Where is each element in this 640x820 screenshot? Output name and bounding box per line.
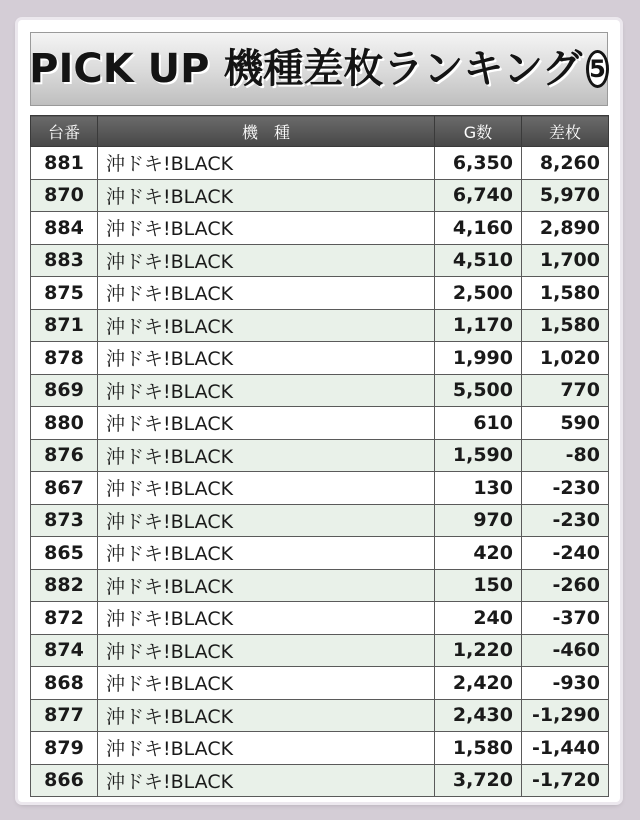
table-row xyxy=(31,439,609,472)
unit-number-cell: 872 xyxy=(31,602,98,635)
unit-number-cell: 879 xyxy=(31,732,98,765)
header-games: G数 xyxy=(435,116,522,147)
games-cell: 2,420 xyxy=(435,667,522,700)
table-row xyxy=(31,179,609,212)
unit-number-cell: 877 xyxy=(31,699,98,732)
model-name-cell: 沖ドキ!BLACK xyxy=(98,244,435,277)
difference-cell: -1,290 xyxy=(522,699,609,732)
model-name-cell: 沖ドキ!BLACK xyxy=(98,764,435,797)
table-row xyxy=(31,667,609,700)
unit-number-cell: 869 xyxy=(31,374,98,407)
header-model: 機 種 xyxy=(98,116,435,147)
table-row xyxy=(31,374,609,407)
unit-number-cell: 870 xyxy=(31,179,98,212)
model-name-cell: 沖ドキ!BLACK xyxy=(98,699,435,732)
difference-cell: 590 xyxy=(522,407,609,440)
unit-number-cell: 865 xyxy=(31,537,98,570)
table-row xyxy=(31,699,609,732)
table-row xyxy=(31,342,609,375)
table-row xyxy=(31,634,609,667)
games-cell: 1,590 xyxy=(435,439,522,472)
table-header-row xyxy=(31,116,609,147)
model-name-cell: 沖ドキ!BLACK xyxy=(98,634,435,667)
model-name-cell: 沖ドキ!BLACK xyxy=(98,732,435,765)
games-cell: 4,510 xyxy=(435,244,522,277)
games-cell: 150 xyxy=(435,569,522,602)
games-cell: 970 xyxy=(435,504,522,537)
games-cell: 610 xyxy=(435,407,522,440)
games-cell: 1,220 xyxy=(435,634,522,667)
unit-number-cell: 882 xyxy=(31,569,98,602)
unit-number-cell: 883 xyxy=(31,244,98,277)
difference-cell: -260 xyxy=(522,569,609,602)
difference-cell: -240 xyxy=(522,537,609,570)
model-name-cell: 沖ドキ!BLACK xyxy=(98,667,435,700)
table-row xyxy=(31,732,609,765)
difference-cell: -230 xyxy=(522,504,609,537)
unit-number-cell: 881 xyxy=(31,147,98,180)
difference-cell: -930 xyxy=(522,667,609,700)
games-cell: 1,170 xyxy=(435,309,522,342)
header-unit-number: 台番 xyxy=(31,116,98,147)
model-name-cell: 沖ドキ!BLACK xyxy=(98,504,435,537)
games-cell: 3,720 xyxy=(435,764,522,797)
page-title: PICK UP 機種差枚ランキング xyxy=(29,46,583,92)
games-cell: 4,160 xyxy=(435,212,522,245)
unit-number-cell: 884 xyxy=(31,212,98,245)
difference-cell: -1,440 xyxy=(522,732,609,765)
difference-cell: 1,580 xyxy=(522,309,609,342)
games-cell: 130 xyxy=(435,472,522,505)
ranking-table xyxy=(30,115,609,797)
model-name-cell: 沖ドキ!BLACK xyxy=(98,309,435,342)
table-row xyxy=(31,537,609,570)
difference-cell: -230 xyxy=(522,472,609,505)
model-name-cell: 沖ドキ!BLACK xyxy=(98,439,435,472)
title-circled-number: 5 xyxy=(586,50,609,88)
model-name-cell: 沖ドキ!BLACK xyxy=(98,147,435,180)
table-row xyxy=(31,764,609,797)
table-row xyxy=(31,309,609,342)
difference-cell: 5,970 xyxy=(522,179,609,212)
header-difference: 差枚 xyxy=(522,116,609,147)
difference-cell: -370 xyxy=(522,602,609,635)
model-name-cell: 沖ドキ!BLACK xyxy=(98,472,435,505)
games-cell: 2,500 xyxy=(435,277,522,310)
ranking-panel xyxy=(18,20,620,802)
table-row xyxy=(31,212,609,245)
table-row xyxy=(31,147,609,180)
games-cell: 5,500 xyxy=(435,374,522,407)
games-cell: 6,350 xyxy=(435,147,522,180)
model-name-cell: 沖ドキ!BLACK xyxy=(98,407,435,440)
model-name-cell: 沖ドキ!BLACK xyxy=(98,602,435,635)
model-name-cell: 沖ドキ!BLACK xyxy=(98,277,435,310)
difference-cell: -460 xyxy=(522,634,609,667)
model-name-cell: 沖ドキ!BLACK xyxy=(98,179,435,212)
model-name-cell: 沖ドキ!BLACK xyxy=(98,569,435,602)
difference-cell: 1,700 xyxy=(522,244,609,277)
table-row xyxy=(31,407,609,440)
games-cell: 420 xyxy=(435,537,522,570)
title-banner xyxy=(30,32,608,106)
difference-cell: 1,580 xyxy=(522,277,609,310)
table-row xyxy=(31,277,609,310)
difference-cell: 1,020 xyxy=(522,342,609,375)
difference-cell: -80 xyxy=(522,439,609,472)
unit-number-cell: 867 xyxy=(31,472,98,505)
games-cell: 6,740 xyxy=(435,179,522,212)
difference-cell: -1,720 xyxy=(522,764,609,797)
games-cell: 1,990 xyxy=(435,342,522,375)
table-row xyxy=(31,504,609,537)
difference-cell: 2,890 xyxy=(522,212,609,245)
games-cell: 2,430 xyxy=(435,699,522,732)
unit-number-cell: 875 xyxy=(31,277,98,310)
unit-number-cell: 871 xyxy=(31,309,98,342)
unit-number-cell: 868 xyxy=(31,667,98,700)
difference-cell: 770 xyxy=(522,374,609,407)
games-cell: 240 xyxy=(435,602,522,635)
unit-number-cell: 880 xyxy=(31,407,98,440)
unit-number-cell: 874 xyxy=(31,634,98,667)
unit-number-cell: 866 xyxy=(31,764,98,797)
table-row xyxy=(31,472,609,505)
games-cell: 1,580 xyxy=(435,732,522,765)
model-name-cell: 沖ドキ!BLACK xyxy=(98,537,435,570)
unit-number-cell: 873 xyxy=(31,504,98,537)
unit-number-cell: 878 xyxy=(31,342,98,375)
model-name-cell: 沖ドキ!BLACK xyxy=(98,374,435,407)
model-name-cell: 沖ドキ!BLACK xyxy=(98,342,435,375)
unit-number-cell: 876 xyxy=(31,439,98,472)
table-row xyxy=(31,602,609,635)
table-row xyxy=(31,569,609,602)
model-name-cell: 沖ドキ!BLACK xyxy=(98,212,435,245)
table-row xyxy=(31,244,609,277)
difference-cell: 8,260 xyxy=(522,147,609,180)
